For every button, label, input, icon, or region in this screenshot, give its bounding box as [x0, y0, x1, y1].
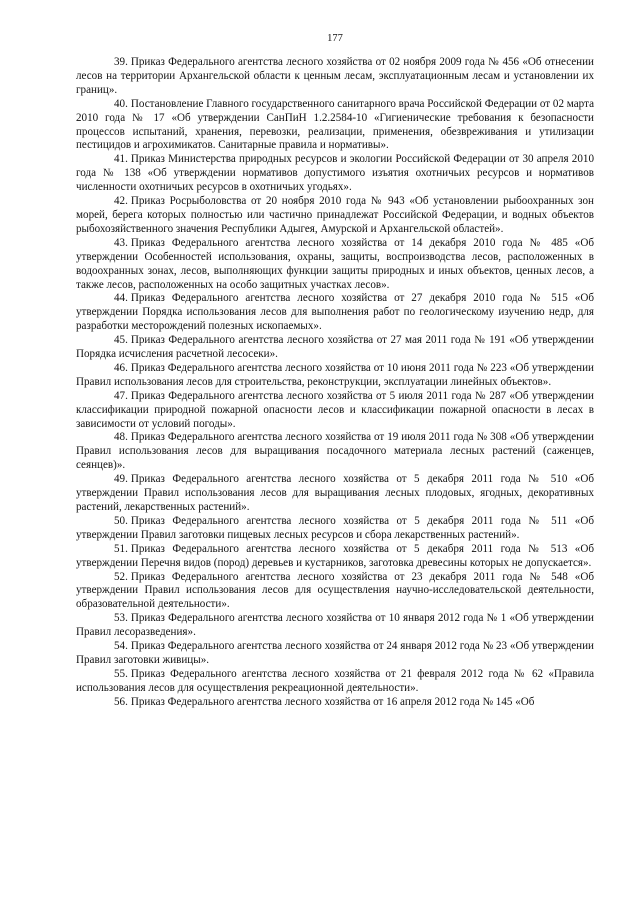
item-text: Приказ Федерального агентства лесного хозяйства от 5 июля 2011 года № 287 «Об утверждении классификации природной пожарной опасности лесов и классификации пожарной опасности в лесах в зависимости от условий погоды».	[76, 389, 594, 430]
item-text: Приказ Министерства природных ресурсов и экологии Российской Федерации от 30 апреля 2010 года № 138 «Об утверждении нормативов допустимого изъятия охотничьих ресурсов и нормативов численности охотничьих ресурсов в охотничьих угодьях».	[76, 153, 594, 194]
item-text: Постановление Главного государственного санитарного врача Российской Федерации от 02 марта 2010 года № 17 «Об утверждении СанПиН 1.2.2584-10 «Гигиенические требования к безопасности процессов испытаний, хранения, перевозки, реализации, применения, обезвреживания и утилизации пестицидов и агрохимикатов. Санитарные правила и нормативы».	[76, 97, 594, 152]
item-text: Приказ Федерального агентства лесного хозяйства от 23 декабря 2011 года № 548 «Об утверждении Правил использования лесов для осуществления научно-исследовательской деятельности, образовательной деятельности».	[76, 570, 594, 611]
list-item	[76, 668, 594, 696]
item-number: 49.	[114, 473, 128, 486]
item-number: 41.	[114, 153, 128, 166]
item-text: Приказ Федерального агентства лесного хозяйства от 14 декабря 2010 года № 485 «Об утверждении Особенностей использования, охраны, защиты, воспроизводства лесов, расположенных в водоохранных зонах, лесов, выполняющих функции защиты природных и иных объектов, ценных лесов, а также лесов, расположенных на особо защитных участках лесов».	[76, 236, 594, 291]
item-text: Приказ Федерального агентства лесного хозяйства от 10 июня 2011 года № 223 «Об утверждении Правил использования лесов для строительства, реконструкции, эксплуатации линейных объектов».	[76, 361, 594, 388]
list-item	[76, 237, 594, 293]
item-number: 55.	[114, 667, 128, 680]
item-number: 39.	[114, 56, 128, 68]
item-number: 48.	[114, 431, 128, 444]
item-number: 45.	[114, 334, 128, 347]
item-number: 52.	[114, 570, 128, 583]
item-number: 47.	[114, 389, 128, 402]
item-number: 44.	[114, 292, 128, 305]
item-number: 46.	[114, 361, 128, 374]
item-number: 50.	[114, 514, 128, 527]
item-text: Приказ Федерального агентства лесного хозяйства от 10 января 2012 года № 1 «Об утверждении Правил лесоразведения».	[76, 612, 594, 639]
list-item	[76, 696, 594, 710]
list-item	[76, 515, 594, 543]
item-text: Приказ Федерального агентства лесного хозяйства от 5 декабря 2011 года № 511 «Об утверждении Правил заготовки пищевых лесных ресурсов и сбора лекарственных растений».	[76, 514, 594, 541]
item-number: 51.	[114, 542, 128, 555]
list-item	[76, 431, 594, 473]
list-item	[76, 56, 594, 98]
item-text: Приказ Федерального агентства лесного хозяйства от 5 декабря 2011 года № 513 «Об утверждении Перечня видов (пород) деревьев и кустарников, заготовка древесины которых не допускается».	[76, 542, 594, 569]
item-text: Приказ Федерального агентства лесного хозяйства от 02 ноября 2009 года № 456 «Об отнесении лесов на территории Архангельской области к ценным лесам, эксплуатационным лесам и установлении их границ».	[76, 56, 594, 96]
list-item	[76, 292, 594, 334]
item-number: 40.	[114, 97, 128, 110]
item-text: Приказ Росрыболовства от 20 ноября 2010 года № 943 «Об установлении рыбоохранных зон морей, берега которых полностью или частично принадлежат Российской Федерации, и водных объектов рыбохозяйственного значения Республики Адыгея, Амурской и Архангельской областей».	[76, 195, 594, 235]
list-item	[76, 571, 594, 613]
item-number: 54.	[114, 640, 128, 653]
item-text: Приказ Федерального агентства лесного хозяйства от 5 декабря 2011 года № 510 «Об утверждении Правил использования лесов для выращивания лесных плодовых, ягодных, декоративных растений, лекарственных растений».	[76, 473, 594, 513]
item-number: 42.	[114, 195, 128, 208]
page-number: 177	[327, 33, 343, 44]
list-item	[76, 640, 594, 668]
item-number: 43.	[114, 236, 128, 249]
reference-list	[76, 56, 594, 710]
item-text: Приказ Федерального агентства лесного хозяйства от 16 апреля 2012 года № 145 «Об	[130, 695, 535, 708]
list-item	[76, 98, 594, 154]
list-item	[76, 362, 594, 390]
list-item	[76, 612, 594, 640]
list-item	[76, 543, 594, 571]
list-item	[76, 334, 594, 362]
item-text: Приказ Федерального агентства лесного хозяйства от 27 мая 2011 года № 191 «Об утверждении Порядка исчисления расчетной лесосеки».	[76, 334, 594, 361]
item-text: Приказ Федерального агентства лесного хозяйства от 27 декабря 2010 года № 515 «Об утверждении Порядка использования лесов для выполнения работ по геологическому изучению недр, для разработки месторождений полезных ископаемых».	[76, 292, 594, 333]
list-item	[76, 195, 594, 237]
item-text: Приказ Федерального агентства лесного хозяйства от 24 января 2012 года № 23 «Об утверждении Правил заготовки живицы».	[76, 640, 594, 666]
item-text: Приказ Федерального агентства лесного хозяйства от 19 июля 2011 года № 308 «Об утверждении Правил использования лесов для выращивания посадочного материала лесных растений (саженцев, сеянцев)».	[76, 431, 594, 472]
list-item	[76, 473, 594, 515]
item-number: 56.	[114, 695, 128, 708]
list-item	[76, 390, 594, 432]
item-number: 53.	[114, 612, 128, 625]
list-item	[76, 153, 594, 195]
item-text: Приказ Федерального агентства лесного хозяйства от 21 февраля 2012 года № 62 «Правила использования лесов для осуществления рекреационной деятельности».	[76, 667, 594, 694]
